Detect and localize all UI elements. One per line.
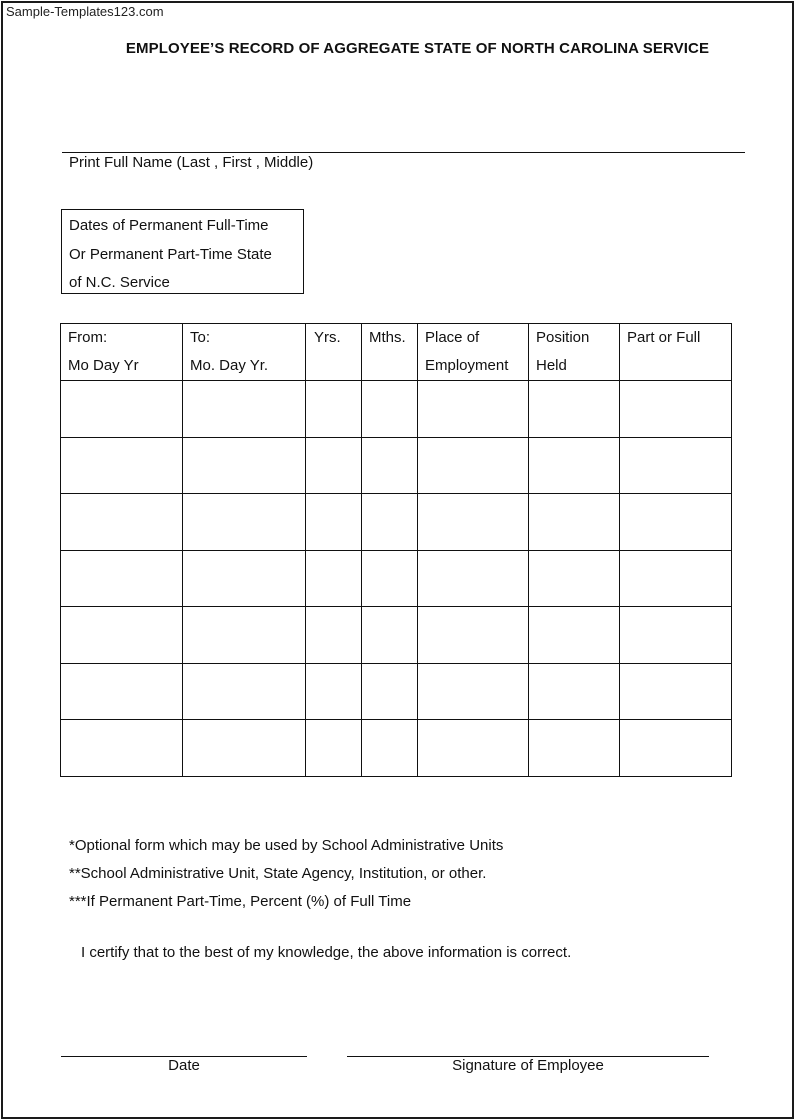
table-cell[interactable] xyxy=(529,494,620,551)
footnote-1: *Optional form which may be used by School Administrative Units xyxy=(69,837,504,854)
table-row xyxy=(61,550,732,607)
service-record-table xyxy=(60,323,732,777)
table-cell[interactable] xyxy=(61,381,183,438)
table-cell[interactable] xyxy=(418,381,529,438)
service-dates-line: Dates of Permanent Full-Time xyxy=(69,217,269,234)
table-cell[interactable] xyxy=(620,381,732,438)
table-cell[interactable] xyxy=(61,607,183,664)
table-cell[interactable] xyxy=(529,437,620,494)
table-cell[interactable] xyxy=(418,437,529,494)
table-row xyxy=(61,437,732,494)
column-header-to: To: Mo. Day Yr. xyxy=(183,324,306,381)
certification-statement: I certify that to the best of my knowledge, the above information is correct. xyxy=(81,944,572,961)
table-cell[interactable] xyxy=(362,720,418,777)
table-cell[interactable] xyxy=(183,494,306,551)
table-row xyxy=(61,494,732,551)
footnotes xyxy=(69,832,503,916)
table-cell[interactable] xyxy=(306,437,362,494)
table-cell[interactable] xyxy=(362,381,418,438)
service-dates-line: Or Permanent Part-Time State xyxy=(69,245,272,263)
column-header-position-held: Position Held xyxy=(529,324,620,381)
table-cell[interactable] xyxy=(183,720,306,777)
table-cell[interactable] xyxy=(620,720,732,777)
watermark: Sample-Templates123.com xyxy=(6,4,164,19)
table-cell[interactable] xyxy=(620,437,732,494)
table-body xyxy=(61,381,732,777)
column-header-years: Yrs. xyxy=(306,324,362,381)
service-dates-box xyxy=(61,209,304,294)
table-cell[interactable] xyxy=(183,381,306,438)
table-cell[interactable] xyxy=(306,550,362,607)
column-header-months: Mths. xyxy=(362,324,418,381)
signature-label: Signature of Employee xyxy=(452,1057,604,1074)
table-cell[interactable] xyxy=(61,494,183,551)
column-header-part-or-full: Part or Full xyxy=(620,324,732,381)
full-name-label: Print Full Name (Last , First , Middle) xyxy=(69,154,314,171)
table-cell[interactable] xyxy=(183,550,306,607)
service-dates-line: of N.C. Service xyxy=(69,274,170,291)
table-cell[interactable] xyxy=(362,607,418,664)
footnote-2: **School Administrative Unit, State Agency, Institution, or other. xyxy=(69,865,487,882)
table-header-row xyxy=(61,324,732,381)
table-cell[interactable] xyxy=(183,663,306,720)
table-cell[interactable] xyxy=(306,720,362,777)
table-cell[interactable] xyxy=(529,607,620,664)
footnote-3: ***If Permanent Part-Time, Percent (%) of Full Time xyxy=(69,893,412,910)
column-header-place-of-employment: Place of Employment xyxy=(418,324,529,381)
table-cell[interactable] xyxy=(61,720,183,777)
table-cell[interactable] xyxy=(418,607,529,664)
table-row xyxy=(61,381,732,438)
table-cell[interactable] xyxy=(362,437,418,494)
table-cell[interactable] xyxy=(620,663,732,720)
table-cell[interactable] xyxy=(529,550,620,607)
table-cell[interactable] xyxy=(306,494,362,551)
table-cell[interactable] xyxy=(61,663,183,720)
table-row xyxy=(61,720,732,777)
table-cell[interactable] xyxy=(306,663,362,720)
table-cell[interactable] xyxy=(362,494,418,551)
table-cell[interactable] xyxy=(183,437,306,494)
table-cell[interactable] xyxy=(183,607,306,664)
table-cell[interactable] xyxy=(529,720,620,777)
full-name-input-line[interactable] xyxy=(62,152,745,153)
table-cell[interactable] xyxy=(418,550,529,607)
table-row xyxy=(61,663,732,720)
table-cell[interactable] xyxy=(306,607,362,664)
table-cell[interactable] xyxy=(418,663,529,720)
table-cell[interactable] xyxy=(620,550,732,607)
table-cell[interactable] xyxy=(620,607,732,664)
table-cell[interactable] xyxy=(418,720,529,777)
table-cell[interactable] xyxy=(529,381,620,438)
form-title: EMPLOYEE’S RECORD OF AGGREGATE STATE OF NORTH CAROLINA SERVICE xyxy=(125,40,710,57)
date-label: Date xyxy=(168,1057,200,1074)
column-header-from: From: Mo Day Yr xyxy=(61,324,183,381)
table-cell[interactable] xyxy=(620,494,732,551)
table-cell[interactable] xyxy=(362,550,418,607)
table-cell[interactable] xyxy=(362,663,418,720)
table-cell[interactable] xyxy=(418,494,529,551)
table-cell[interactable] xyxy=(61,550,183,607)
table-cell[interactable] xyxy=(61,437,183,494)
table-cell[interactable] xyxy=(529,663,620,720)
table-row xyxy=(61,607,732,664)
table-cell[interactable] xyxy=(306,381,362,438)
